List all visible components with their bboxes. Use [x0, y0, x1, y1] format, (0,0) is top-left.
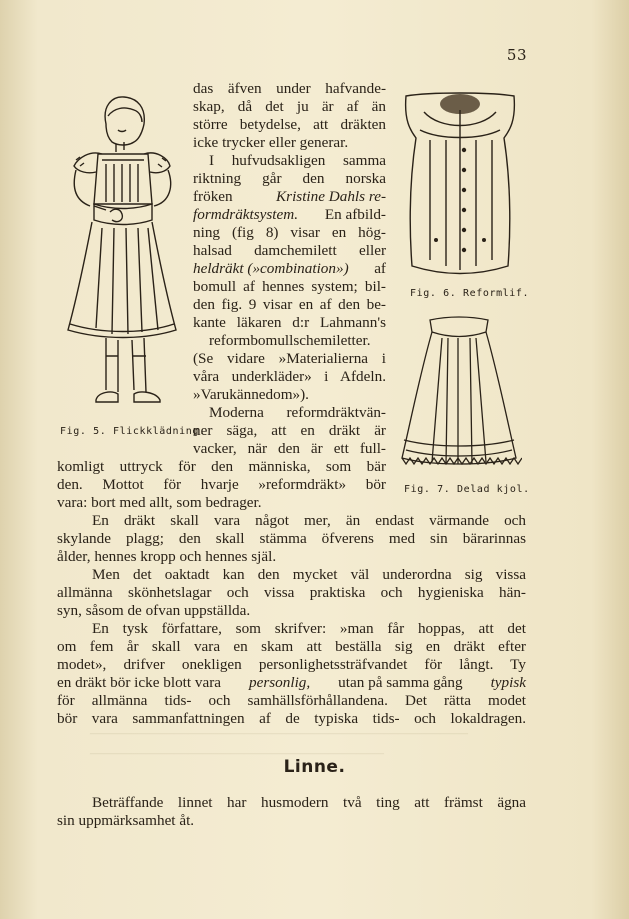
text-span: utan på samma gång — [338, 674, 463, 691]
text-line: modet», drifver onekligen personlighetssträfvandet för långt. Ty — [57, 656, 526, 673]
text-line: sin uppmärksamhet åt. — [57, 812, 195, 829]
text-line: för allmänna tids- och samhällsförhållandena. Det rätta modet — [57, 692, 526, 709]
text-line: »Varukännedom»). — [193, 386, 309, 403]
text-line: skap, då det ju är af än — [193, 98, 386, 115]
text-line: den fig. 9 visar en af den be- — [193, 296, 386, 313]
fig5-caption: Fig. 5. Flickklädning. — [60, 426, 206, 437]
text-line: das äfven under hafvande- — [193, 80, 386, 97]
text-line: vacker, när den är ett full- — [193, 440, 386, 457]
text-line: våra underkläder» i Afdeln. — [193, 368, 386, 385]
text-span-italic: heldräkt (»combination») — [193, 260, 349, 277]
text-line: den. Mottot för hvarje »reformdräkt» bör — [57, 476, 386, 493]
bleed-through-decoration: ————————————————————— — [90, 746, 384, 761]
text-span-italic: formdräktsystem. — [193, 206, 299, 223]
text-line — [193, 260, 386, 278]
text-line: riktning går den norska — [193, 170, 386, 187]
text-span: af — [374, 260, 386, 277]
text-line: En tysk författare, som skrifver: »man får hoppas, att det — [92, 620, 526, 637]
text-line: Beträffande linnet har husmodern två ting att främst ägna — [92, 794, 526, 811]
text-line: Moderna reformdräktvän- — [209, 404, 386, 421]
text-line: halsad damchemilett eller — [193, 242, 386, 259]
text-line: ning (fig 8) visar en hög- — [193, 224, 386, 241]
text-line: (Se vidare »Materialierna i — [193, 350, 386, 367]
text-line: om fem år skall vara en skam att beställa sig en dräkt efter — [57, 638, 526, 655]
text-span-italic: typisk — [490, 674, 526, 691]
text-line: I hufvudsakligen samma — [209, 152, 386, 169]
text-line: bomull af hennes system; bil- — [193, 278, 386, 295]
text-line: kante läkaren d:r Lahmann's — [193, 314, 386, 331]
text-line — [193, 188, 386, 206]
fig7-caption: Fig. 7. Delad kjol. — [404, 484, 530, 495]
text-line — [193, 206, 386, 224]
divided-skirt-illustration — [396, 314, 522, 474]
section-heading: Linne. — [283, 757, 346, 777]
bleed-through-decoration: ——————————————————————————— — [90, 726, 468, 741]
reform-bodice-illustration — [400, 90, 520, 280]
text-span: fröken — [193, 188, 233, 205]
text-line: större betydelse, att dräkten — [193, 116, 386, 133]
fig6-caption: Fig. 6. Reformlif. — [410, 288, 530, 299]
page-number: 53 — [506, 46, 527, 64]
text-line: icke trycker eller generar. — [193, 134, 349, 151]
text-line: skylande plagg; den skall stämma öfverens med sin bärarinnas — [57, 530, 526, 547]
text-line: syn, såsom de ofvan uppställda. — [57, 602, 251, 619]
text-line: bör vara sammanfattningen af de typiska tids- och lokaldragen. — [57, 710, 526, 727]
text-span: En afbild- — [324, 206, 386, 223]
text-line — [57, 674, 526, 692]
text-line: ner säga, att en dräkt är — [193, 422, 386, 439]
text-line: vara: bort med allt, som bedrager. — [57, 494, 262, 511]
text-span: en dräkt bör icke blott vara — [57, 674, 222, 691]
text-line: ålder, hennes kropp och hennes själ. — [57, 548, 277, 565]
girl-dress-illustration — [62, 94, 182, 418]
text-line: komligt uttryck för den människa, som bär — [57, 458, 386, 475]
text-line: reformbomullschemiletter. — [209, 332, 371, 349]
text-line: En dräkt skall vara något mer, än endast värmande och — [92, 512, 526, 529]
text-span-italic: personlig, — [249, 674, 311, 691]
text-line: allmänna skönhetslagar och vissa praktiska och hygieniska hän- — [57, 584, 526, 601]
text-span-italic: Kristine Dahls re- — [276, 188, 386, 205]
text-line: Men det oaktadt kan den mycket väl underordna sig vissa — [92, 566, 526, 583]
